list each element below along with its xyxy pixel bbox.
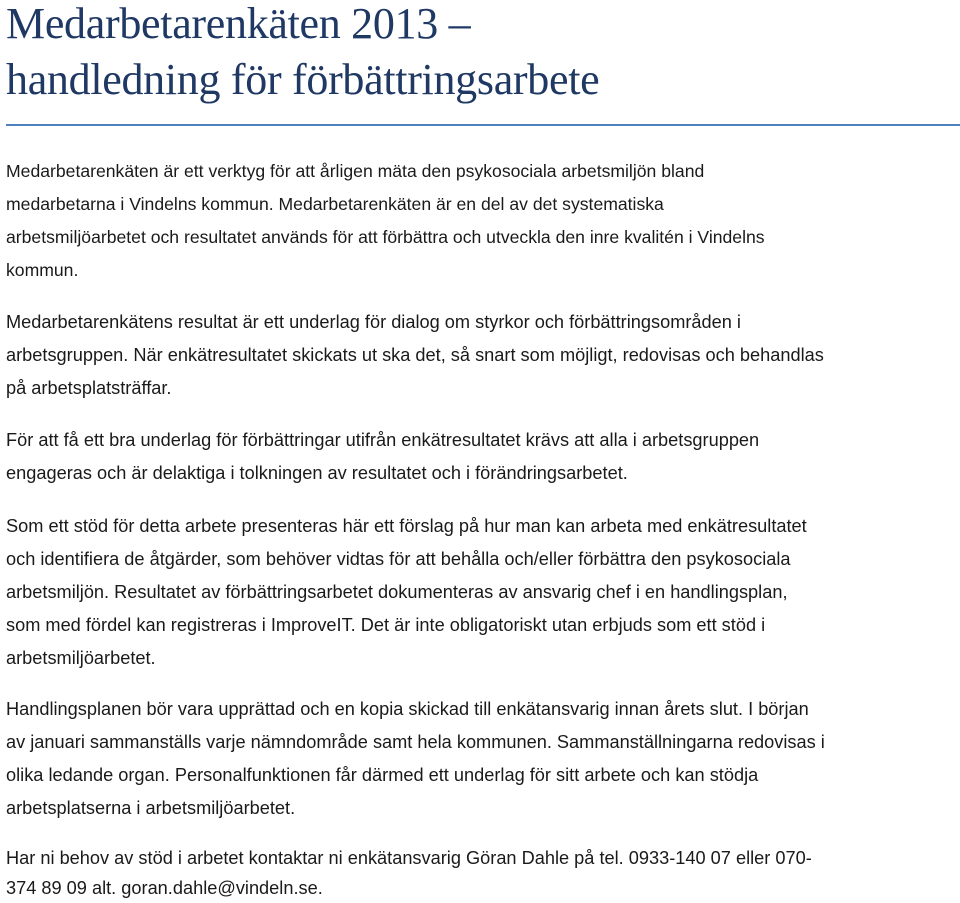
paragraph-line: som med fördel kan registreras i ImproveIT. Det är inte obligatoriskt utan erbjuds som ett stöd i xyxy=(6,615,766,635)
paragraph-line: arbetsmiljöarbetet. xyxy=(6,648,156,668)
paragraph-support xyxy=(6,510,954,675)
paragraph-line: medarbetarna i Vindelns kommun. Medarbetarenkäten är en del av det systematiska xyxy=(6,194,664,214)
paragraph-intro xyxy=(6,155,954,287)
title-line-2: handledning för förbättringsarbete xyxy=(6,55,600,104)
paragraph-line: och identifiera de åtgärder, som behöver vidtas för att behålla och/eller förbättra den psykosociala xyxy=(6,549,791,569)
paragraph-dialog xyxy=(6,306,954,405)
paragraph-line: Handlingsplanen bör vara upprättad och en kopia skickad till enkätansvarig innan årets slut. I början xyxy=(6,699,809,719)
paragraph-line: på arbetsplatsträffar. xyxy=(6,378,172,398)
paragraph-line: Medarbetarenkäten är ett verktyg för att årligen mäta den psykosociala arbetsmiljön bland xyxy=(6,161,705,181)
paragraph-line: arbetsplatserna i arbetsmiljöarbetet. xyxy=(6,798,296,818)
paragraph-line: 374 89 09 alt. goran.dahle@vindeln.se. xyxy=(6,878,323,898)
document-title xyxy=(6,0,956,108)
paragraph-line: kommun. xyxy=(6,260,79,280)
paragraph-line: arbetsmiljön. Resultatet av förbättringsarbetet dokumenteras av ansvarig chef i en handlingsplan, xyxy=(6,582,788,602)
paragraph-action-plan xyxy=(6,693,954,825)
paragraph-line: Medarbetarenkätens resultat är ett underlag för dialog om styrkor och förbättringsområden i xyxy=(6,312,741,332)
paragraph-line: arbetsgruppen. När enkätresultatet skickats ut ska det, så snart som möjligt, redovisas och behandlas xyxy=(6,345,824,365)
paragraph-line: av januari sammanställs varje nämndområde samt hela kommunen. Sammanställningarna redovisas i xyxy=(6,732,825,752)
title-underline xyxy=(6,124,960,126)
paragraph-line: engageras och är delaktiga i tolkningen av resultatet och i förändringsarbetet. xyxy=(6,463,628,483)
title-line-1: Medarbetarenkäten 2013 – xyxy=(6,0,471,48)
paragraph-line: Som ett stöd för detta arbete presenteras här ett förslag på hur man kan arbeta med enkätresultatet xyxy=(6,516,807,536)
paragraph-line: Har ni behov av stöd i arbetet kontaktar ni enkätansvarig Göran Dahle på tel. 0933-140 07 eller 070- xyxy=(6,848,812,868)
paragraph-engagement xyxy=(6,424,954,490)
paragraph-line: arbetsmiljöarbetet och resultatet används för att förbättra och utveckla den inre kvalitén i Vindelns xyxy=(6,227,765,247)
paragraph-line: För att få ett bra underlag för förbättringar utifrån enkätresultatet krävs att alla i arbetsgruppen xyxy=(6,430,760,450)
paragraph-contact xyxy=(6,843,954,903)
paragraph-line: olika ledande organ. Personalfunktionen får därmed ett underlag för sitt arbete och kan stödja xyxy=(6,765,759,785)
